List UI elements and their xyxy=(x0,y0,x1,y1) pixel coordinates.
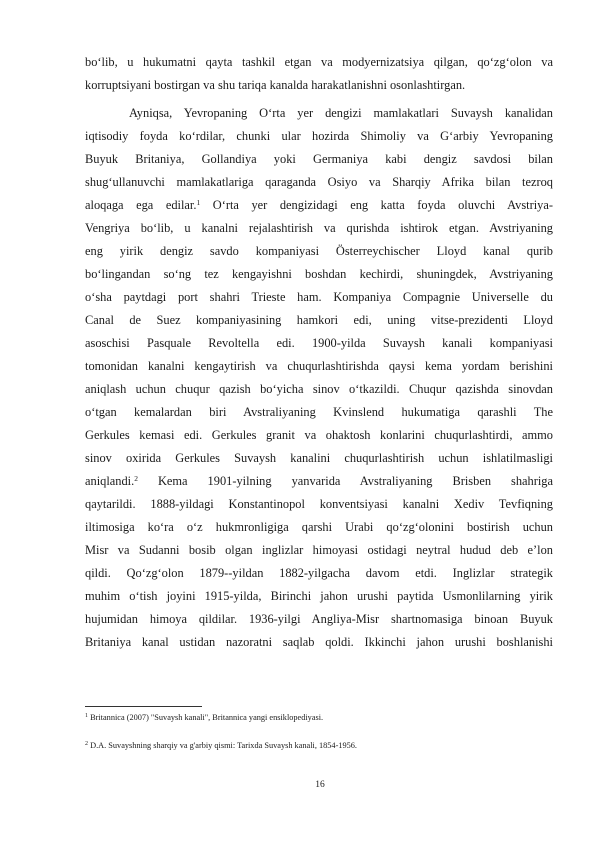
footnote-text: Britannica (2007) "Suvaysh kanali", Britannica yangi ensiklopediyasi. xyxy=(90,713,324,722)
body-line: muhim o‘tish joyini 1915-yilda, Birinchi jahon urushi paytida Usmonlilarning yirik xyxy=(85,589,553,603)
footnote-ref: 2 xyxy=(134,474,138,483)
footnote-divider xyxy=(85,706,202,707)
body-line: bo‘lingandan so‘ng tez kengayishni boshdan kechirdi, shuningdek, Avstriyaning xyxy=(85,267,553,281)
line-text: aloqaga ega edilar. xyxy=(85,198,197,212)
body-line: korruptsiyani bostirgan va shu tariqa kanalda harakatlanishni osonlashtirgan. xyxy=(85,78,466,92)
body-line: Misr va Sudanni bosib olgan inglizlar himoyasi ostidagi neytral hudud deb e’lon xyxy=(85,543,553,557)
body-line: Ayniqsa, Yevropaning O‘rta yer dengizi mamlakatlari Suvaysh kanalidan xyxy=(129,106,553,120)
body-line: bo‘lib, u hukumatni qayta tashkil etgan va modyernizatsiya qilgan, qo‘zg‘olon va xyxy=(85,55,553,69)
body-line: aniqlash uchun chuqur qazish bo‘yicha sinov o‘tkazildi. Chuqur qazishda sinovdan xyxy=(85,382,553,396)
line-text: Kema 1901-yilning yanvarida Avstraliyaning Brisben shahriga xyxy=(137,474,553,488)
body-line: iltimosiga ko‘ra o‘z hukmronligiga qarshi Urabi qo‘zg‘olonini bostirish uchun xyxy=(85,520,553,534)
footnote xyxy=(85,740,357,751)
footnote xyxy=(85,712,323,723)
body-line: hujumidan himoya qildilar. 1936-yilgi Angliya-Misr shartnomasiga binoan Buyuk xyxy=(85,612,553,626)
footnote-number: 1 xyxy=(85,713,88,719)
body-line: o‘tgan kemalardan biri Avstraliyaning Kvinslend hukumatiga qarashli The xyxy=(85,405,553,419)
body-line: Canal de Suez kompaniyasining hamkori edi, uning vitse-prezidenti Lloyd xyxy=(85,313,553,327)
body-line: iqtisodiy foyda ko‘rdilar, chunki ular hozirda Shimoliy va G‘arbiy Yevropaning xyxy=(85,129,553,143)
body-line: sinov oxirida Gerkules Suvaysh kanalini chuqurlashtirish uchun ishlatilmasligi xyxy=(85,451,553,465)
body-line: tomonidan kanalni kengaytirish va chuqurlashtirishda qaysi kema yordam berishini xyxy=(85,359,553,373)
body-line xyxy=(85,198,553,213)
line-text: O‘rta yer dengizidagi eng katta foyda oluvchi Avstriya- xyxy=(200,198,553,212)
body-line: asoschisi Pasquale Revoltella edi. 1900-yilda Suvaysh kanali kompaniyasi xyxy=(85,336,553,350)
body-line: Gerkules kemasi edi. Gerkules granit va ohaktosh konlarini chuqurlashtirdi, ammo xyxy=(85,428,553,442)
body-line: eng yirik dengiz savdo kompaniyasi Österreychischer Lloyd kanal qurib xyxy=(85,244,553,258)
body-line: Vengriya bo‘lib, u kanalni rejalashtirish va qurishda ishtirok etgan. Avstriyaning xyxy=(85,221,553,235)
footnote-number: 2 xyxy=(85,741,88,747)
line-text: aniqlandi. xyxy=(85,474,135,488)
footnote-text: D.A. Suvayshning sharqiy va g'arbiy qismi: Tarixda Suvaysh kanali, 1854-1956. xyxy=(90,741,358,750)
body-line: qildi. Qo‘zg‘olon 1879--yildan 1882-yilgacha davom etdi. Inglizlar strategik xyxy=(85,566,553,580)
footnote-ref: 1 xyxy=(196,198,201,207)
body-line xyxy=(85,474,553,489)
body-line: Buyuk Britaniya, Gollandiya yoki Germaniya kabi dengiz savdosi bilan xyxy=(85,152,553,166)
body-line: shug‘ullanuvchi mamlakatlariga qaraganda Osiyo va Sharqiy Afrika bilan tezroq xyxy=(85,175,553,189)
body-line: qaytarildi. 1888-yildagi Konstantinopol konventsiyasi kanalni Xediv Tevfiqning xyxy=(85,497,553,511)
body-line: Britaniya kanal ustidan nazoratni saqlab qoldi. Ikkinchi jahon urushi boshlanishi xyxy=(85,635,553,649)
page-number: 16 xyxy=(315,780,325,790)
body-line: o‘sha paytdagi port shahri Trieste ham. Kompaniya Compagnie Universelle du xyxy=(85,290,553,304)
